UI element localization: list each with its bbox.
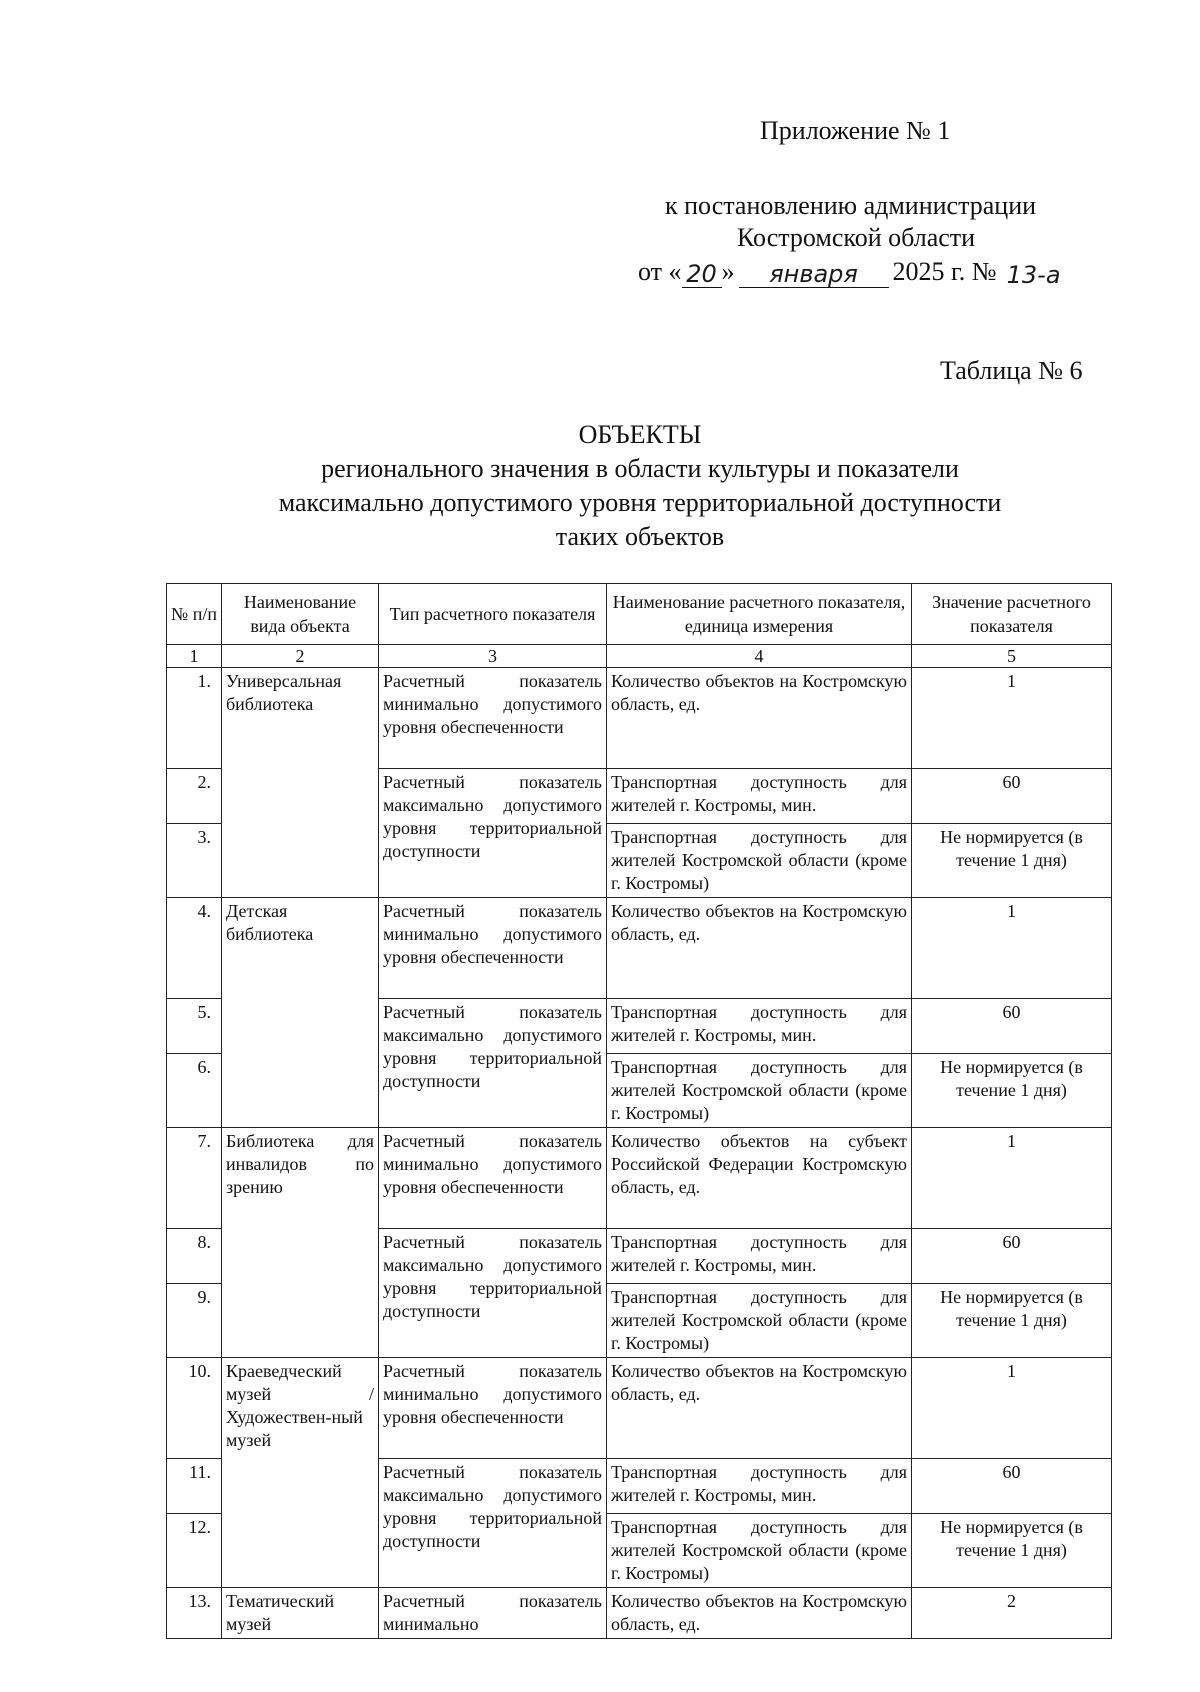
indicator-name-cell: Транспортная доступность для жителей г. Костромы, мин. xyxy=(607,999,912,1054)
indicator-name-cell: Количество объектов на Костромскую область, ед. xyxy=(607,1358,912,1459)
table-number: Таблица № 6 xyxy=(940,356,1083,385)
indicator-value-cell: 60 xyxy=(912,999,1112,1054)
object-type-cell: Тематический музей xyxy=(222,1588,379,1639)
indicator-type-cell: Расчетный показатель максимально допустимого уровня территориальной доступности xyxy=(379,1459,607,1588)
header-indicator-type: Тип расчетного показателя xyxy=(379,584,607,645)
indicator-name-cell: Количество объектов на Костромскую область, ед. xyxy=(607,1588,912,1639)
indicator-name-cell: Транспортная доступность для жителей Костромской области (кроме г. Костромы) xyxy=(607,1284,912,1358)
resolution-date-line xyxy=(638,256,1071,288)
header-indicator-name: Наименование расчетного показателя, единица измерения xyxy=(607,584,912,645)
indicator-name-cell: Количество объектов на Костромскую область, ед. xyxy=(607,668,912,769)
indicator-name-cell: Количество объектов на Костромскую область, ед. xyxy=(607,898,912,999)
row-number: 10. xyxy=(167,1358,222,1459)
indicator-value-cell: 60 xyxy=(912,1459,1112,1514)
indicator-name-cell: Транспортная доступность для жителей Костромской области (кроме г. Костромы) xyxy=(607,824,912,898)
table-row xyxy=(167,1128,1112,1229)
row-number: 8. xyxy=(167,1229,222,1284)
indicator-type-cell: Расчетный показатель минимально xyxy=(379,1588,607,1639)
title-line-1: ОБЪЕКТЫ xyxy=(578,420,702,449)
indicator-value-cell: Не нормируется (в течение 1 дня) xyxy=(912,1284,1112,1358)
table-row xyxy=(167,898,1112,999)
title-line-2: регионального значения в области культуры и показатели xyxy=(321,454,959,483)
indicator-value-cell: Не нормируется (в течение 1 дня) xyxy=(912,1054,1112,1128)
object-type-cell: Краеведческий музей / Художествен-ный музей xyxy=(222,1358,379,1588)
indicator-type-cell: Расчетный показатель максимально допустимого уровня территориальной доступности xyxy=(379,999,607,1128)
column-number: 1 xyxy=(167,645,222,668)
date-mid: » xyxy=(721,257,735,286)
date-day-handwritten: 20 xyxy=(682,261,722,288)
column-number: 4 xyxy=(607,645,912,668)
object-type-cell: Детская библиотека xyxy=(222,898,379,1128)
indicator-name-cell: Транспортная доступность для жителей г. Костромы, мин. xyxy=(607,1459,912,1514)
indicator-value-cell: Не нормируется (в течение 1 дня) xyxy=(912,824,1112,898)
date-month-handwritten: января xyxy=(739,261,889,288)
indicator-type-cell: Расчетный показатель максимально допустимого уровня территориальной доступности xyxy=(379,769,607,898)
appendix-label: Приложение № 1 xyxy=(760,116,951,145)
document-number-handwritten: 13-а xyxy=(1006,261,1061,289)
indicator-type-cell: Расчетный показатель минимально допустимого уровня обеспеченности xyxy=(379,898,607,999)
table-header-row xyxy=(167,584,1112,645)
indicator-name-cell: Транспортная доступность для жителей г. Костромы, мин. xyxy=(607,1229,912,1284)
date-year: 2025 г. № xyxy=(892,257,997,286)
indicator-name-cell: Транспортная доступность для жителей Костромской области (кроме г. Костромы) xyxy=(607,1514,912,1588)
indicator-value-cell: 60 xyxy=(912,769,1112,824)
indicator-type-cell: Расчетный показатель минимально допустимого уровня обеспеченности xyxy=(379,1128,607,1229)
column-number-row xyxy=(167,645,1112,668)
object-type-cell: Библиотека для инвалидов по зрению xyxy=(222,1128,379,1358)
row-number: 4. xyxy=(167,898,222,999)
indicator-value-cell: 1 xyxy=(912,668,1112,769)
indicator-type-cell: Расчетный показатель минимально допустимого уровня обеспеченности xyxy=(379,668,607,769)
indicator-name-cell: Транспортная доступность для жителей г. Костромы, мин. xyxy=(607,769,912,824)
header-indicator-value: Значение расчетного показателя xyxy=(912,584,1112,645)
culture-objects-table xyxy=(166,583,1112,1639)
row-number: 1. xyxy=(167,668,222,769)
row-number: 12. xyxy=(167,1514,222,1588)
row-number: 6. xyxy=(167,1054,222,1128)
row-number: 11. xyxy=(167,1459,222,1514)
header-object-type: Наименование вида объекта xyxy=(222,584,379,645)
table-row xyxy=(167,668,1112,769)
row-number: 7. xyxy=(167,1128,222,1229)
indicator-name-cell: Количество объектов на субъект Российской Федерации Костромскую область, ед. xyxy=(607,1128,912,1229)
column-number: 5 xyxy=(912,645,1112,668)
indicator-value-cell: 1 xyxy=(912,1358,1112,1459)
resolution-line-1: к постановлению администрации xyxy=(665,191,1037,220)
indicator-value-cell: 1 xyxy=(912,1128,1112,1229)
row-number: 13. xyxy=(167,1588,222,1639)
title-line-4: таких объектов xyxy=(555,522,725,551)
table-row xyxy=(167,1358,1112,1459)
row-number: 9. xyxy=(167,1284,222,1358)
indicator-type-cell: Расчетный показатель минимально допустимого уровня обеспеченности xyxy=(379,1358,607,1459)
document-title xyxy=(160,418,1120,554)
title-line-3: максимально допустимого уровня территориальной доступности xyxy=(278,488,1002,517)
row-number: 2. xyxy=(167,769,222,824)
header-number: № п/п xyxy=(167,584,222,645)
row-number: 5. xyxy=(167,999,222,1054)
column-number: 3 xyxy=(379,645,607,668)
indicator-value-cell: 2 xyxy=(912,1588,1112,1639)
indicator-value-cell: Не нормируется (в течение 1 дня) xyxy=(912,1514,1112,1588)
column-number: 2 xyxy=(222,645,379,668)
date-prefix: от « xyxy=(638,257,682,286)
row-number: 3. xyxy=(167,824,222,898)
object-type-cell: Универсальная библиотека xyxy=(222,668,379,898)
resolution-line-2: Костромской области xyxy=(737,223,976,252)
indicator-value-cell: 1 xyxy=(912,898,1112,999)
table-row xyxy=(167,1588,1112,1639)
indicator-name-cell: Транспортная доступность для жителей Костромской области (кроме г. Костромы) xyxy=(607,1054,912,1128)
indicator-type-cell: Расчетный показатель максимально допустимого уровня территориальной доступности xyxy=(379,1229,607,1358)
indicator-value-cell: 60 xyxy=(912,1229,1112,1284)
